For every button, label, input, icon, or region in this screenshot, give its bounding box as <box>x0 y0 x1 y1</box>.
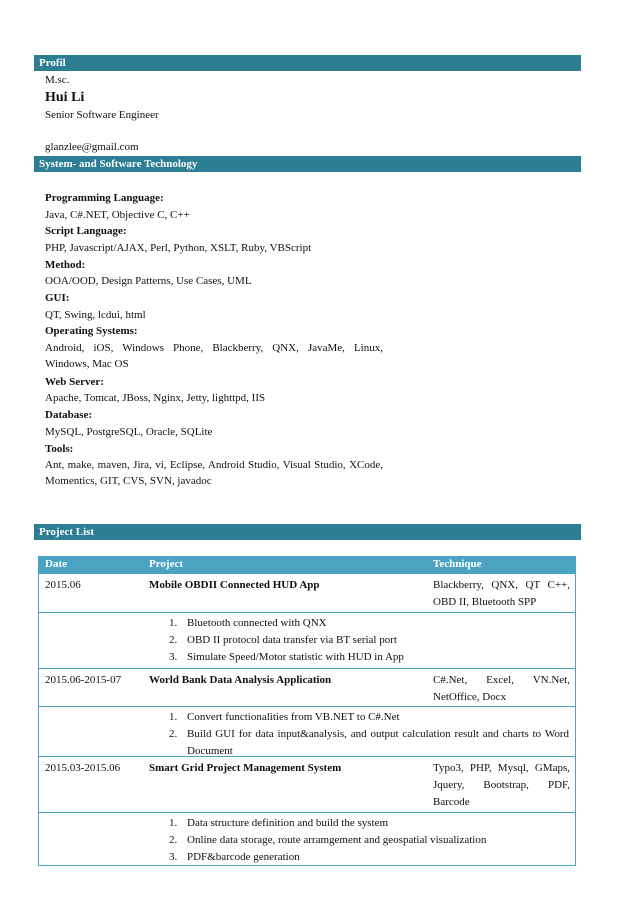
list-item: 1. Bluetooth connected with QNX <box>169 617 327 629</box>
technique-line: Typo3, PHP, Mysql, GMaps, <box>433 762 570 774</box>
section-label: Operating Systems: <box>45 325 138 337</box>
tech-header: System- and Software Technology <box>34 156 581 172</box>
technique-line: Blackberry, QNX, QT C++, <box>433 579 570 591</box>
row-technique <box>433 760 570 811</box>
technique-line: Jquery, Bootstrap, PDF, <box>433 779 570 791</box>
col-technique: Technique <box>433 558 482 570</box>
projects-header: Project List <box>34 524 581 540</box>
table-row <box>39 574 575 612</box>
technique-line: OBD II, Bluetooth SPP <box>433 596 537 608</box>
degree: M.sc. <box>45 74 70 86</box>
section-value: PHP, Javascript/AJAX, Perl, Python, XSLT, Ruby, VBScript <box>45 242 312 254</box>
row-date: 2015.03-2015.06 <box>45 762 121 774</box>
section-value: QT, Swing, lcdui, html <box>45 309 146 321</box>
section-value: MySQL, PostgreSQL, Oracle, SQLite <box>45 426 213 438</box>
job-title: Senior Software Engineer <box>45 109 159 121</box>
technique-line: NetOffice, Docx <box>433 691 507 703</box>
section-label: Programming Language: <box>45 192 164 204</box>
list-item: 3. PDF&barcode generation <box>169 851 300 863</box>
section-label: Web Server: <box>45 376 104 388</box>
row-details <box>39 812 575 865</box>
col-date: Date <box>45 558 67 570</box>
section-value: Android, iOS, Windows Phone, Blackberry, QNX, JavaMe, Linux, Windows, Mac OS <box>45 342 383 370</box>
section-label: Method: <box>45 259 86 271</box>
section-value: Apache, Tomcat, JBoss, Nginx, Jetty, lighttpd, IIS <box>45 392 266 404</box>
row-project: World Bank Data Analysis Application <box>149 674 332 686</box>
row-date: 2015.06 <box>45 579 81 591</box>
row-technique <box>433 672 570 706</box>
section-label: Tools: <box>45 443 74 455</box>
technique-line: Barcode <box>433 796 470 808</box>
person-name: Hui Li <box>45 90 85 105</box>
section-value: Java, C#.NET, Objective C, C++ <box>45 209 190 221</box>
profile-header: Profil <box>34 55 581 71</box>
row-technique <box>433 577 570 611</box>
table-row <box>39 668 575 706</box>
row-project: Smart Grid Project Management System <box>149 762 342 774</box>
section-label: Script Language: <box>45 225 127 237</box>
row-project: Mobile OBDII Connected HUD App <box>149 579 320 591</box>
list-item: 2. OBD II protocol data transfer via BT serial port <box>169 634 397 646</box>
list-item: 3. Simulate Speed/Motor statistic with HUD in App <box>169 651 404 663</box>
list-item: 1. Data structure definition and build the system <box>169 817 389 829</box>
row-date: 2015.06-2015-07 <box>45 674 122 686</box>
section-label: GUI: <box>45 292 70 304</box>
email[interactable]: glanzlee@gmail.com <box>45 141 139 153</box>
section-label: Database: <box>45 409 93 421</box>
row-details <box>39 706 575 756</box>
list-item: 1. Convert functionalities from VB.NET to C#.Net <box>169 711 400 723</box>
section-value: OOA/OOD, Design Patterns, Use Cases, UML <box>45 275 252 287</box>
project-table <box>38 556 576 866</box>
table-row <box>39 756 575 812</box>
section-value: Ant, make, maven, Jira, vi, Eclipse, Android Studio, Visual Studio, XCode, Momentics, GIT, CVS, SVN, javadoc <box>45 459 383 487</box>
list-item: 2. Build GUI for data input&analysis, and output calculation result and charts to Word Document <box>169 728 569 757</box>
row-details <box>39 612 575 668</box>
technique-line: C#.Net, Excel, VN.Net, <box>433 674 570 686</box>
table-header <box>39 556 575 574</box>
col-project: Project <box>149 558 183 570</box>
list-item: 2. Online data storage, route arramgement and geospatial visualization <box>169 834 487 846</box>
